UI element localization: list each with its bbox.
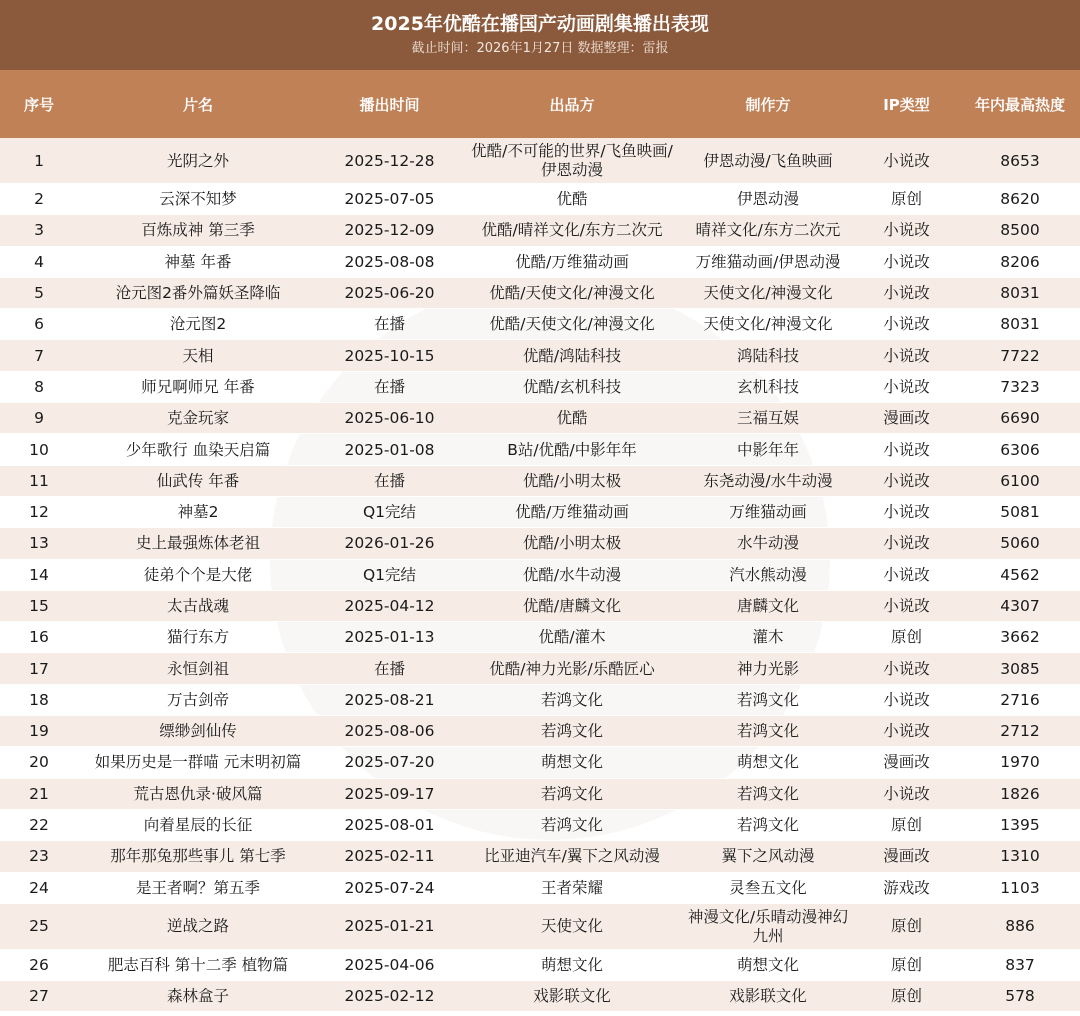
row-title: 是王者啊？第五季 [135, 878, 260, 897]
row-producer: 若鸿文化 [540, 722, 603, 741]
row-peak-heat: 6690 [1000, 409, 1040, 428]
row-producer: 天使文化 [540, 917, 603, 936]
row-producer: 优酷 [556, 409, 588, 428]
row-producer: 优酷/不可能的世界/飞鱼映画/伊恩动漫 [471, 142, 673, 179]
row-producer: 萌想文化 [540, 955, 603, 974]
row-title: 徒弟个个是大佬 [143, 565, 253, 584]
row-title: 那年那兔那些事儿 第七季 [110, 847, 286, 866]
row-title: 万古剑帝 [166, 690, 229, 709]
row-studio: 伊恩动漫/飞鱼映画 [703, 151, 833, 170]
row-ip-type: 漫画改 [883, 753, 930, 772]
row-peak-heat: 8620 [1000, 190, 1040, 209]
row-studio: 伊恩动漫 [736, 190, 799, 209]
row-producer: 优酷/小明太极 [522, 534, 622, 553]
row-peak-heat: 1103 [1000, 878, 1040, 897]
row-index: 5 [34, 284, 44, 303]
table-row [0, 434, 1080, 465]
row-peak-heat: 8206 [1000, 252, 1040, 271]
row-ip-type: 小说改 [883, 659, 930, 678]
table-row [0, 278, 1080, 309]
row-ip-type: 小说改 [883, 346, 930, 365]
row-air-date: 2026-01-26 [344, 534, 435, 553]
row-ip-type: 原创 [890, 917, 922, 936]
row-ip-type: 小说改 [883, 151, 930, 170]
row-air-date: 2025-10-15 [344, 346, 435, 365]
table-row [0, 873, 1080, 904]
row-producer: 优酷/万维猫动画 [515, 252, 629, 271]
table-row [0, 747, 1080, 778]
row-ip-type: 小说改 [883, 377, 930, 396]
row-air-date: 2025-04-12 [344, 597, 435, 615]
row-ip-type: 原创 [890, 190, 922, 209]
row-producer: 优酷/万维猫动画 [515, 503, 629, 522]
row-studio: 鸿陆科技 [736, 346, 799, 365]
row-air-date: Q1完结 [362, 503, 417, 522]
table-row [0, 184, 1080, 215]
row-peak-heat: 1826 [1000, 784, 1040, 803]
title-bar [0, 0, 1080, 70]
row-air-date: 2025-01-13 [344, 628, 435, 647]
row-title: 云深不知梦 [159, 190, 237, 209]
row-title: 肥志百科 第十二季 植物篇 [107, 955, 289, 974]
row-index: 17 [29, 659, 49, 678]
table-row [0, 466, 1080, 497]
row-title: 猫行东方 [166, 628, 229, 647]
header-peak-heat: 年内最高热度 [974, 95, 1065, 114]
row-producer: 优酷/水牛动漫 [522, 565, 622, 584]
row-index: 16 [29, 628, 49, 647]
row-peak-heat: 1395 [1000, 816, 1040, 835]
row-title: 神墓 年番 [164, 252, 232, 271]
row-peak-heat: 5081 [1000, 503, 1040, 522]
table-row [0, 622, 1080, 653]
table-row [0, 981, 1080, 1012]
row-air-date: 2025-04-06 [344, 955, 435, 974]
row-producer: 若鸿文化 [540, 784, 603, 803]
row-index: 3 [34, 221, 44, 240]
row-peak-heat: 837 [1005, 955, 1035, 974]
header-producer: 出品方 [549, 95, 595, 114]
row-studio: 万维猫动画 [729, 503, 807, 522]
row-studio: 翼下之风动漫 [721, 847, 815, 866]
row-title: 荒古恩仇录·破风篇 [133, 784, 263, 803]
row-index: 1 [34, 151, 44, 170]
header-title: 片名 [182, 95, 213, 114]
row-ip-type: 漫画改 [883, 847, 930, 866]
table-row [0, 560, 1080, 591]
row-producer: 优酷/小明太极 [522, 471, 622, 490]
row-peak-heat: 6306 [1000, 440, 1040, 459]
row-air-date: 2025-02-12 [344, 987, 435, 1006]
row-ip-type: 游戏改 [883, 878, 930, 897]
row-studio: 万维猫动画/伊恩动漫 [695, 252, 841, 271]
table-body [0, 138, 1080, 1012]
row-index: 12 [29, 503, 49, 522]
row-ip-type: 原创 [890, 987, 922, 1006]
row-ip-type: 小说改 [883, 503, 930, 522]
row-ip-type: 小说改 [883, 221, 930, 240]
row-air-date: 2025-07-24 [344, 878, 435, 897]
row-ip-type: 小说改 [883, 315, 930, 334]
row-index: 4 [34, 252, 44, 271]
row-producer: 王者荣耀 [540, 878, 603, 897]
row-title: 沧元图2 [169, 315, 227, 334]
table-row [0, 247, 1080, 278]
row-title: 森林盒子 [166, 987, 229, 1006]
row-index: 22 [29, 816, 49, 835]
row-ip-type: 原创 [890, 955, 922, 974]
row-air-date: 2025-08-21 [344, 690, 435, 709]
row-peak-heat: 2716 [1000, 690, 1040, 709]
row-air-date: 2025-01-21 [344, 917, 435, 936]
row-peak-heat: 7722 [1000, 346, 1040, 365]
row-title: 缥缈剑仙传 [159, 722, 237, 741]
row-producer: 优酷/灌木 [538, 628, 606, 647]
row-air-date: 在播 [373, 315, 405, 334]
row-producer: 优酷/玄机科技 [522, 377, 622, 396]
row-air-date: 2025-06-10 [344, 409, 435, 428]
row-studio: 若鸿文化 [736, 722, 799, 741]
row-studio: 萌想文化 [736, 955, 799, 974]
row-index: 8 [34, 377, 44, 396]
row-peak-heat: 886 [1005, 917, 1035, 936]
row-index: 21 [29, 784, 49, 803]
row-title: 逆战之路 [166, 917, 229, 936]
row-air-date: 2025-12-28 [344, 151, 435, 170]
row-air-date: 2025-02-11 [344, 847, 435, 866]
row-index: 19 [29, 722, 49, 741]
row-peak-heat: 3662 [1000, 628, 1040, 647]
row-index: 23 [29, 847, 49, 866]
row-studio: 灵叁五文化 [729, 878, 807, 897]
row-title: 百炼成神 第三季 [141, 221, 255, 240]
row-studio: 若鸿文化 [736, 784, 799, 803]
table-row [0, 340, 1080, 371]
row-studio: 若鸿文化 [736, 816, 799, 835]
row-divider [0, 1011, 1080, 1012]
row-ip-type: 小说改 [883, 471, 930, 490]
page-title: 2025年优酷在播国产动画剧集播出表现 [371, 13, 709, 35]
row-index: 10 [29, 440, 49, 459]
table-row [0, 841, 1080, 872]
row-title: 史上最强炼体老祖 [135, 534, 260, 553]
row-peak-heat: 3085 [1000, 659, 1040, 678]
row-producer: 萌想文化 [540, 753, 603, 772]
table-row [0, 528, 1080, 559]
row-title: 如果历史是一群喵 元末明初篇 [94, 753, 302, 772]
row-air-date: 2025-06-20 [344, 284, 435, 303]
row-peak-heat: 4307 [1000, 597, 1040, 615]
row-index: 11 [29, 471, 49, 490]
table-row [0, 950, 1080, 981]
row-studio: 玄机科技 [736, 377, 799, 396]
row-studio: 中影年年 [736, 440, 799, 459]
row-air-date: 2025-07-20 [344, 753, 435, 772]
row-index: 7 [34, 346, 44, 365]
row-studio: 东尧动漫/水牛动漫 [703, 471, 833, 490]
row-peak-heat: 7323 [1000, 377, 1040, 396]
table-row [0, 653, 1080, 684]
row-index: 27 [29, 987, 49, 1006]
row-studio: 若鸿文化 [736, 690, 799, 709]
row-title: 永恒剑祖 [166, 659, 229, 678]
row-studio: 灌木 [752, 628, 784, 647]
row-air-date: 2025-01-08 [344, 440, 435, 459]
row-air-date: 2025-09-17 [344, 784, 435, 803]
row-ip-type: 小说改 [883, 722, 930, 741]
page-subtitle: 截止时间：2026年1月27日 数据整理：雷报 [411, 41, 669, 56]
table-row [0, 904, 1080, 950]
row-peak-heat: 8031 [1000, 315, 1040, 334]
table-row [0, 810, 1080, 841]
header-index: 序号 [23, 95, 54, 114]
row-title: 沧元图2番外篇妖圣降临 [115, 284, 281, 303]
row-peak-heat: 4562 [1000, 565, 1040, 584]
row-index: 14 [29, 565, 49, 584]
header-ip-type: IP类型 [883, 95, 930, 114]
row-studio: 天使文化/神漫文化 [703, 315, 833, 334]
row-peak-heat: 5060 [1000, 534, 1040, 553]
row-title: 天相 [182, 346, 214, 365]
row-peak-heat: 8500 [1000, 221, 1040, 240]
row-air-date: 在播 [373, 377, 405, 396]
row-ip-type: 小说改 [883, 284, 930, 303]
row-peak-heat: 1310 [1000, 847, 1040, 866]
row-title: 神墓2 [177, 503, 219, 522]
row-peak-heat: 578 [1005, 987, 1035, 1006]
table-row [0, 403, 1080, 434]
row-ip-type: 小说改 [883, 534, 930, 553]
row-peak-heat: 2712 [1000, 722, 1040, 741]
table-row [0, 309, 1080, 340]
row-air-date: 在播 [373, 659, 405, 678]
row-producer: 优酷/唐麟文化 [522, 597, 622, 615]
table-row [0, 779, 1080, 810]
row-title: 师兄啊师兄 年番 [141, 377, 255, 396]
row-studio: 戏影联文化 [729, 987, 807, 1006]
row-producer: 若鸿文化 [540, 690, 603, 709]
row-producer: 优酷/天使文化/神漫文化 [489, 315, 655, 334]
row-peak-heat: 8031 [1000, 284, 1040, 303]
row-producer: B站/优酷/中影年年 [507, 440, 637, 459]
row-peak-heat: 6100 [1000, 471, 1040, 490]
table-row [0, 372, 1080, 403]
row-producer: 优酷/晴祥文化/东方二次元 [481, 221, 663, 240]
row-studio: 三福互娱 [736, 409, 799, 428]
row-title: 太古战魂 [166, 597, 229, 615]
row-index: 24 [29, 878, 49, 897]
row-index: 9 [34, 409, 44, 428]
row-studio: 水牛动漫 [736, 534, 799, 553]
table-row [0, 215, 1080, 246]
row-peak-heat: 1970 [1000, 753, 1040, 772]
table-row [0, 138, 1080, 184]
row-air-date: Q1完结 [362, 565, 417, 584]
row-title: 向着星辰的长征 [143, 816, 253, 835]
row-ip-type: 原创 [890, 816, 922, 835]
row-producer: 优酷/神力光影/乐酷匠心 [489, 659, 655, 678]
row-studio: 晴祥文化/东方二次元 [695, 221, 841, 240]
row-ip-type: 小说改 [883, 784, 930, 803]
row-index: 26 [29, 955, 49, 974]
header-studio: 制作方 [745, 95, 791, 114]
row-air-date: 2025-08-01 [344, 816, 435, 835]
row-index: 6 [34, 315, 44, 334]
row-studio: 天使文化/神漫文化 [703, 284, 833, 303]
row-air-date: 在播 [373, 471, 405, 490]
row-producer: 若鸿文化 [540, 816, 603, 835]
row-index: 13 [29, 534, 49, 553]
row-index: 15 [29, 597, 49, 615]
row-studio: 汽水熊动漫 [729, 565, 807, 584]
row-studio: 萌想文化 [736, 753, 799, 772]
row-index: 2 [34, 190, 44, 209]
row-ip-type: 小说改 [883, 597, 930, 615]
table-row [0, 685, 1080, 716]
row-index: 25 [29, 917, 49, 936]
row-air-date: 2025-07-05 [344, 190, 435, 209]
row-index: 18 [29, 690, 49, 709]
row-ip-type: 小说改 [883, 440, 930, 459]
row-producer: 优酷/鸿陆科技 [522, 346, 622, 365]
row-ip-type: 漫画改 [883, 409, 930, 428]
header-air-date: 播出时间 [359, 95, 420, 114]
table-row [0, 716, 1080, 747]
row-ip-type: 小说改 [883, 690, 930, 709]
row-producer: 戏影联文化 [533, 987, 611, 1006]
row-air-date: 2025-12-09 [344, 221, 435, 240]
row-producer: 比亚迪汽车/翼下之风动漫 [484, 847, 660, 866]
table-row [0, 497, 1080, 528]
row-title: 光阴之外 [166, 151, 229, 170]
table-header [0, 70, 1080, 138]
row-air-date: 2025-08-06 [344, 722, 435, 741]
row-studio: 神力光影 [736, 659, 799, 678]
row-producer: 优酷 [556, 190, 588, 209]
row-ip-type: 原创 [890, 628, 922, 647]
row-title: 克金玩家 [166, 409, 229, 428]
row-producer: 优酷/天使文化/神漫文化 [489, 284, 655, 303]
table-row [0, 591, 1080, 622]
row-air-date: 2025-08-08 [344, 252, 435, 271]
row-studio: 唐麟文化 [736, 597, 799, 615]
row-index: 20 [29, 753, 49, 772]
row-peak-heat: 8653 [1000, 151, 1040, 170]
row-ip-type: 小说改 [883, 565, 930, 584]
row-studio: 神漫文化/乐晴动漫神幻九州 [687, 907, 849, 945]
row-ip-type: 小说改 [883, 252, 930, 271]
row-title: 仙武传 年番 [156, 471, 240, 490]
row-title: 少年歌行 血染天启篇 [125, 440, 271, 459]
